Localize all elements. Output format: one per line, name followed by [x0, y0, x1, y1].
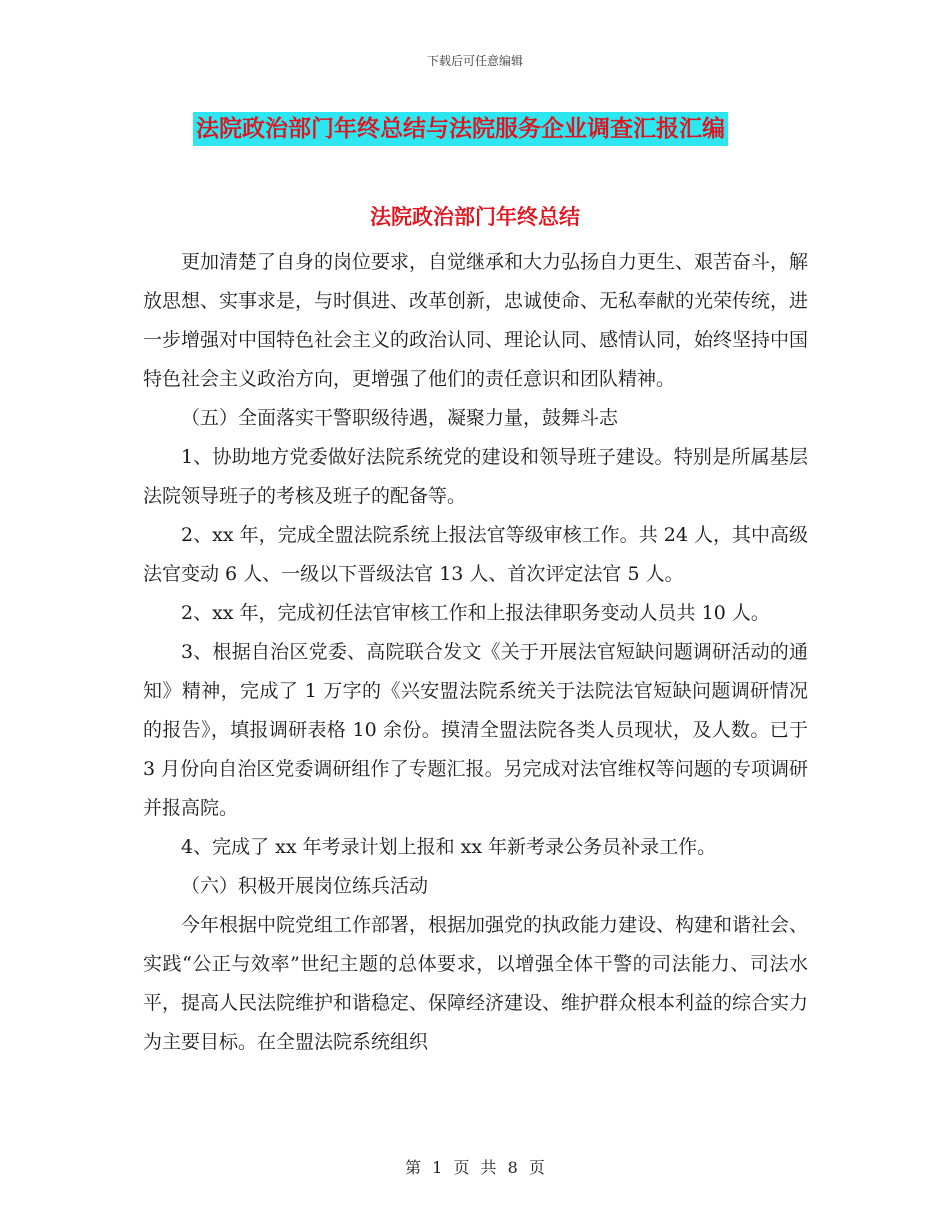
page-header-note: 下载后可任意编辑 [426, 54, 523, 68]
paragraph: 4、完成了 xx 年考录计划上报和 xx 年新考录公务员补录工作。 [181, 836, 717, 858]
paragraph: 2、xx 年，完成全盟法院系统上报法官等级审核工作。共 24 人，其中高级法官变动 6 人、一级以下晋级法官 13 人、首次评定法官 5 人。 [143, 524, 808, 585]
paragraph: 更加清楚了自身的岗位要求，自觉继承和大力弘扬自力更生、艰苦奋斗，解放思想、实事求是，与时俱进、改革创新，忠诚使命、无私奉献的光荣传统，进一步增强对中国特色社会主义的政治认同、理论认同、感情认同，始终坚持中国特色社会主义政治方向，更增强了他们的责任意识和团队精神。 [143, 251, 809, 390]
page-footer: 第 1 页 共 8 页 [405, 1158, 545, 1177]
paragraph: 3、根据自治区党委、高院联合发文《关于开展法官短缺问题调研活动的通知》精神，完成了 1 万字的《兴安盟法院系统关于法院法官短缺问题调研情况的报告》，填报调研表格 10 余份。摸清全盟法院各类人员现状，及人数。已于 3 月份向自治区党委调研组作了专题汇报。另完成对法官维权等问题的专项调研并报高院。 [143, 641, 808, 819]
document-title: 法院政治部门年终总结与法院服务企业调查汇报汇编 [193, 112, 728, 146]
section-title: 法院政治部门年终总结 [370, 204, 580, 229]
subsection-heading: （六）积极开展岗位练兵活动 [181, 875, 429, 897]
paragraph: 2、xx 年，完成初任法官审核工作和上报法律职务变动人员共 10 人。 [181, 602, 770, 624]
document-body [143, 243, 808, 1062]
subsection-heading: （五）全面落实干警职级待遇，凝聚力量，鼓舞斗志 [181, 407, 619, 429]
paragraph: 1、协助地方党委做好法院系统党的建设和领导班子建设。特别是所属基层法院领导班子的考核及班子的配备等。 [143, 446, 808, 507]
paragraph: 今年根据中院党组工作部署，根据加强党的执政能力建设、构建和谐社会、实践“公正与效率”世纪主题的总体要求，以增强全体干警的司法能力、司法水平，提高人民法院维护和谐稳定、保障经济建设、维护群众根本利益的综合实力为主要目标。在全盟法院系统组织 [143, 914, 809, 1053]
